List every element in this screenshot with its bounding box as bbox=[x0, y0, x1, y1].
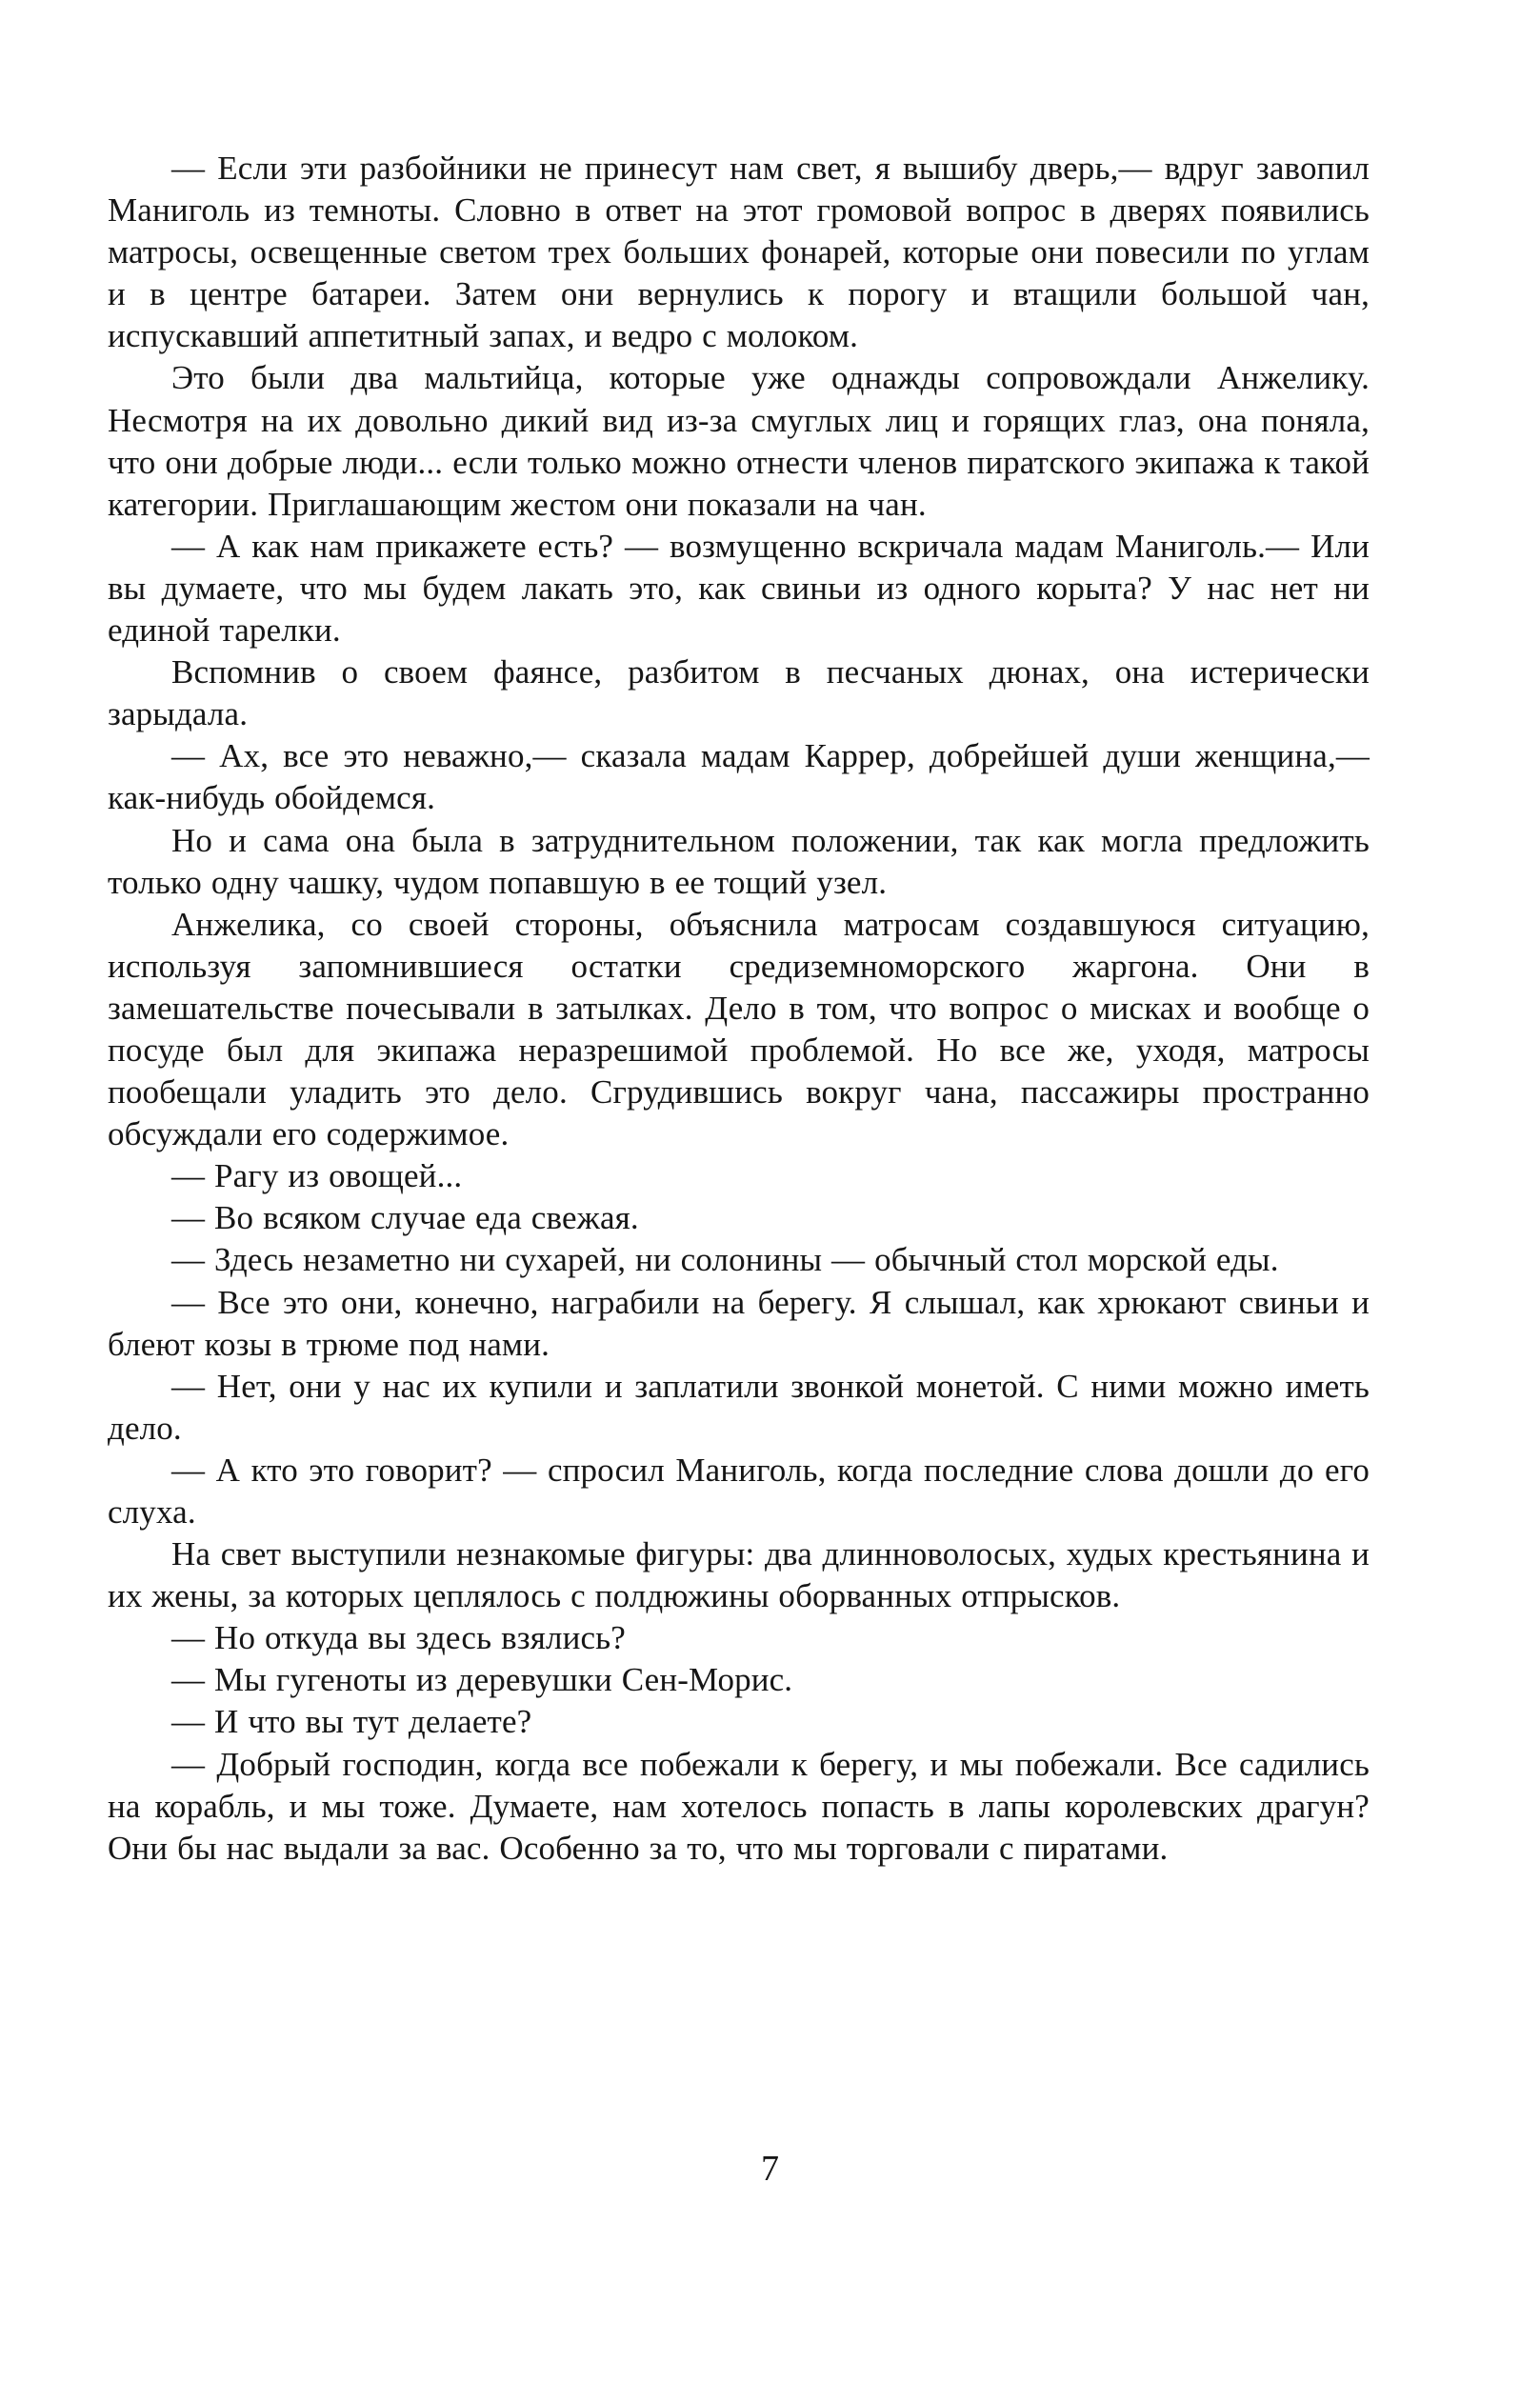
paragraph: Это были два мальтийца, которые уже однажды сопровождали Анжелику. Несмотря на их довольно дикий вид из-за смуглых лиц и горящих глаз, она поняла, что они добрые люди... если только можно отнести членов пиратского экипажа к такой категории. Приглашающим жестом они показали на чан. bbox=[108, 359, 1370, 523]
paragraph: — А как нам прикажете есть? — возмущенно вскричала мадам Маниголь.— Или вы думаете, что мы будем лакать это, как свиньи из одного корыта? У нас нет ни единой тарелки. bbox=[108, 527, 1370, 650]
paragraph: — Рагу из овощей... bbox=[171, 1157, 463, 1195]
page-number: 7 bbox=[761, 2149, 779, 2189]
paragraph: — Добрый господин, когда все побежали к берегу, и мы побежали. Все садились на корабль, и мы тоже. Думаете, нам хотелось попасть в лапы королевских драгун? Они бы нас выдали за вас. Особенно за то, что мы торговали с пиратами. bbox=[108, 1745, 1370, 1867]
paragraph: — Все это они, конечно, награбили на берегу. Я слышал, как хрюкают свиньи и блеют козы в трюме под нами. bbox=[108, 1283, 1370, 1363]
paragraph: Вспомнив о своем фаянсе, разбитом в песчаных дюнах, она истерически зарыдала. bbox=[108, 653, 1370, 733]
paragraph: Но и сама она была в затруднительном положении, так как могла предложить только одну чашку, чудом попавшую в ее тощий узел. bbox=[108, 821, 1370, 901]
paragraph: Анжелика, со своей стороны, объяснила матросам создавшуюся ситуацию, используя запомнившиеся остатки средиземноморского жаргона. Они в замешательстве почесывали в затылках. Дело в том, что вопрос о мисках и вообще о посуде был для экипажа неразрешимой проблемой. Но все же, уходя, матросы пообещали уладить это дело. Сгрудившись вокруг чана, пассажиры пространно обсуждали его содержимое. bbox=[108, 905, 1370, 1153]
paragraph: На свет выступили незнакомые фигуры: два длинноволосых, худых крестьянина и их жены, за которых цеплялось с полдюжины оборванных отпрысков. bbox=[108, 1535, 1370, 1615]
paragraph: — Если эти разбойники не принесут нам свет, я вышибу дверь,— вдруг завопил Маниголь из темноты. Словно в ответ на этот громовой вопрос в дверях появились матросы, освещенные светом трех больших фонарей, которые они повесили по углам и в центре батареи. Затем они вернулись к порогу и втащили большой чан, испускавший аппетитный запах, и ведро с молоком. bbox=[108, 150, 1370, 355]
paragraph: — Здесь незаметно ни сухарей, ни солонины — обычный стол морской еды. bbox=[171, 1241, 1279, 1279]
paragraph: — А кто это говорит? — спросил Маниголь, когда последние слова дошли до его слуха. bbox=[108, 1451, 1370, 1531]
text-column bbox=[108, 148, 1370, 1870]
paragraph: — Но откуда вы здесь взялись? bbox=[171, 1619, 626, 1657]
paragraph: — Мы гугеноты из деревушки Сен-Морис. bbox=[171, 1661, 793, 1699]
paragraph: — Нет, они у нас их купили и заплатили звонкой монетой. С ними можно иметь дело. bbox=[108, 1367, 1370, 1447]
paragraph: — И что вы тут делаете? bbox=[171, 1703, 532, 1741]
paragraph: — Ах, все это неважно,— сказала мадам Каррер, добрейшей души женщина,— как-нибудь обойдемся. bbox=[108, 737, 1370, 817]
paragraph: — Во всяком случае еда свежая. bbox=[171, 1199, 639, 1237]
